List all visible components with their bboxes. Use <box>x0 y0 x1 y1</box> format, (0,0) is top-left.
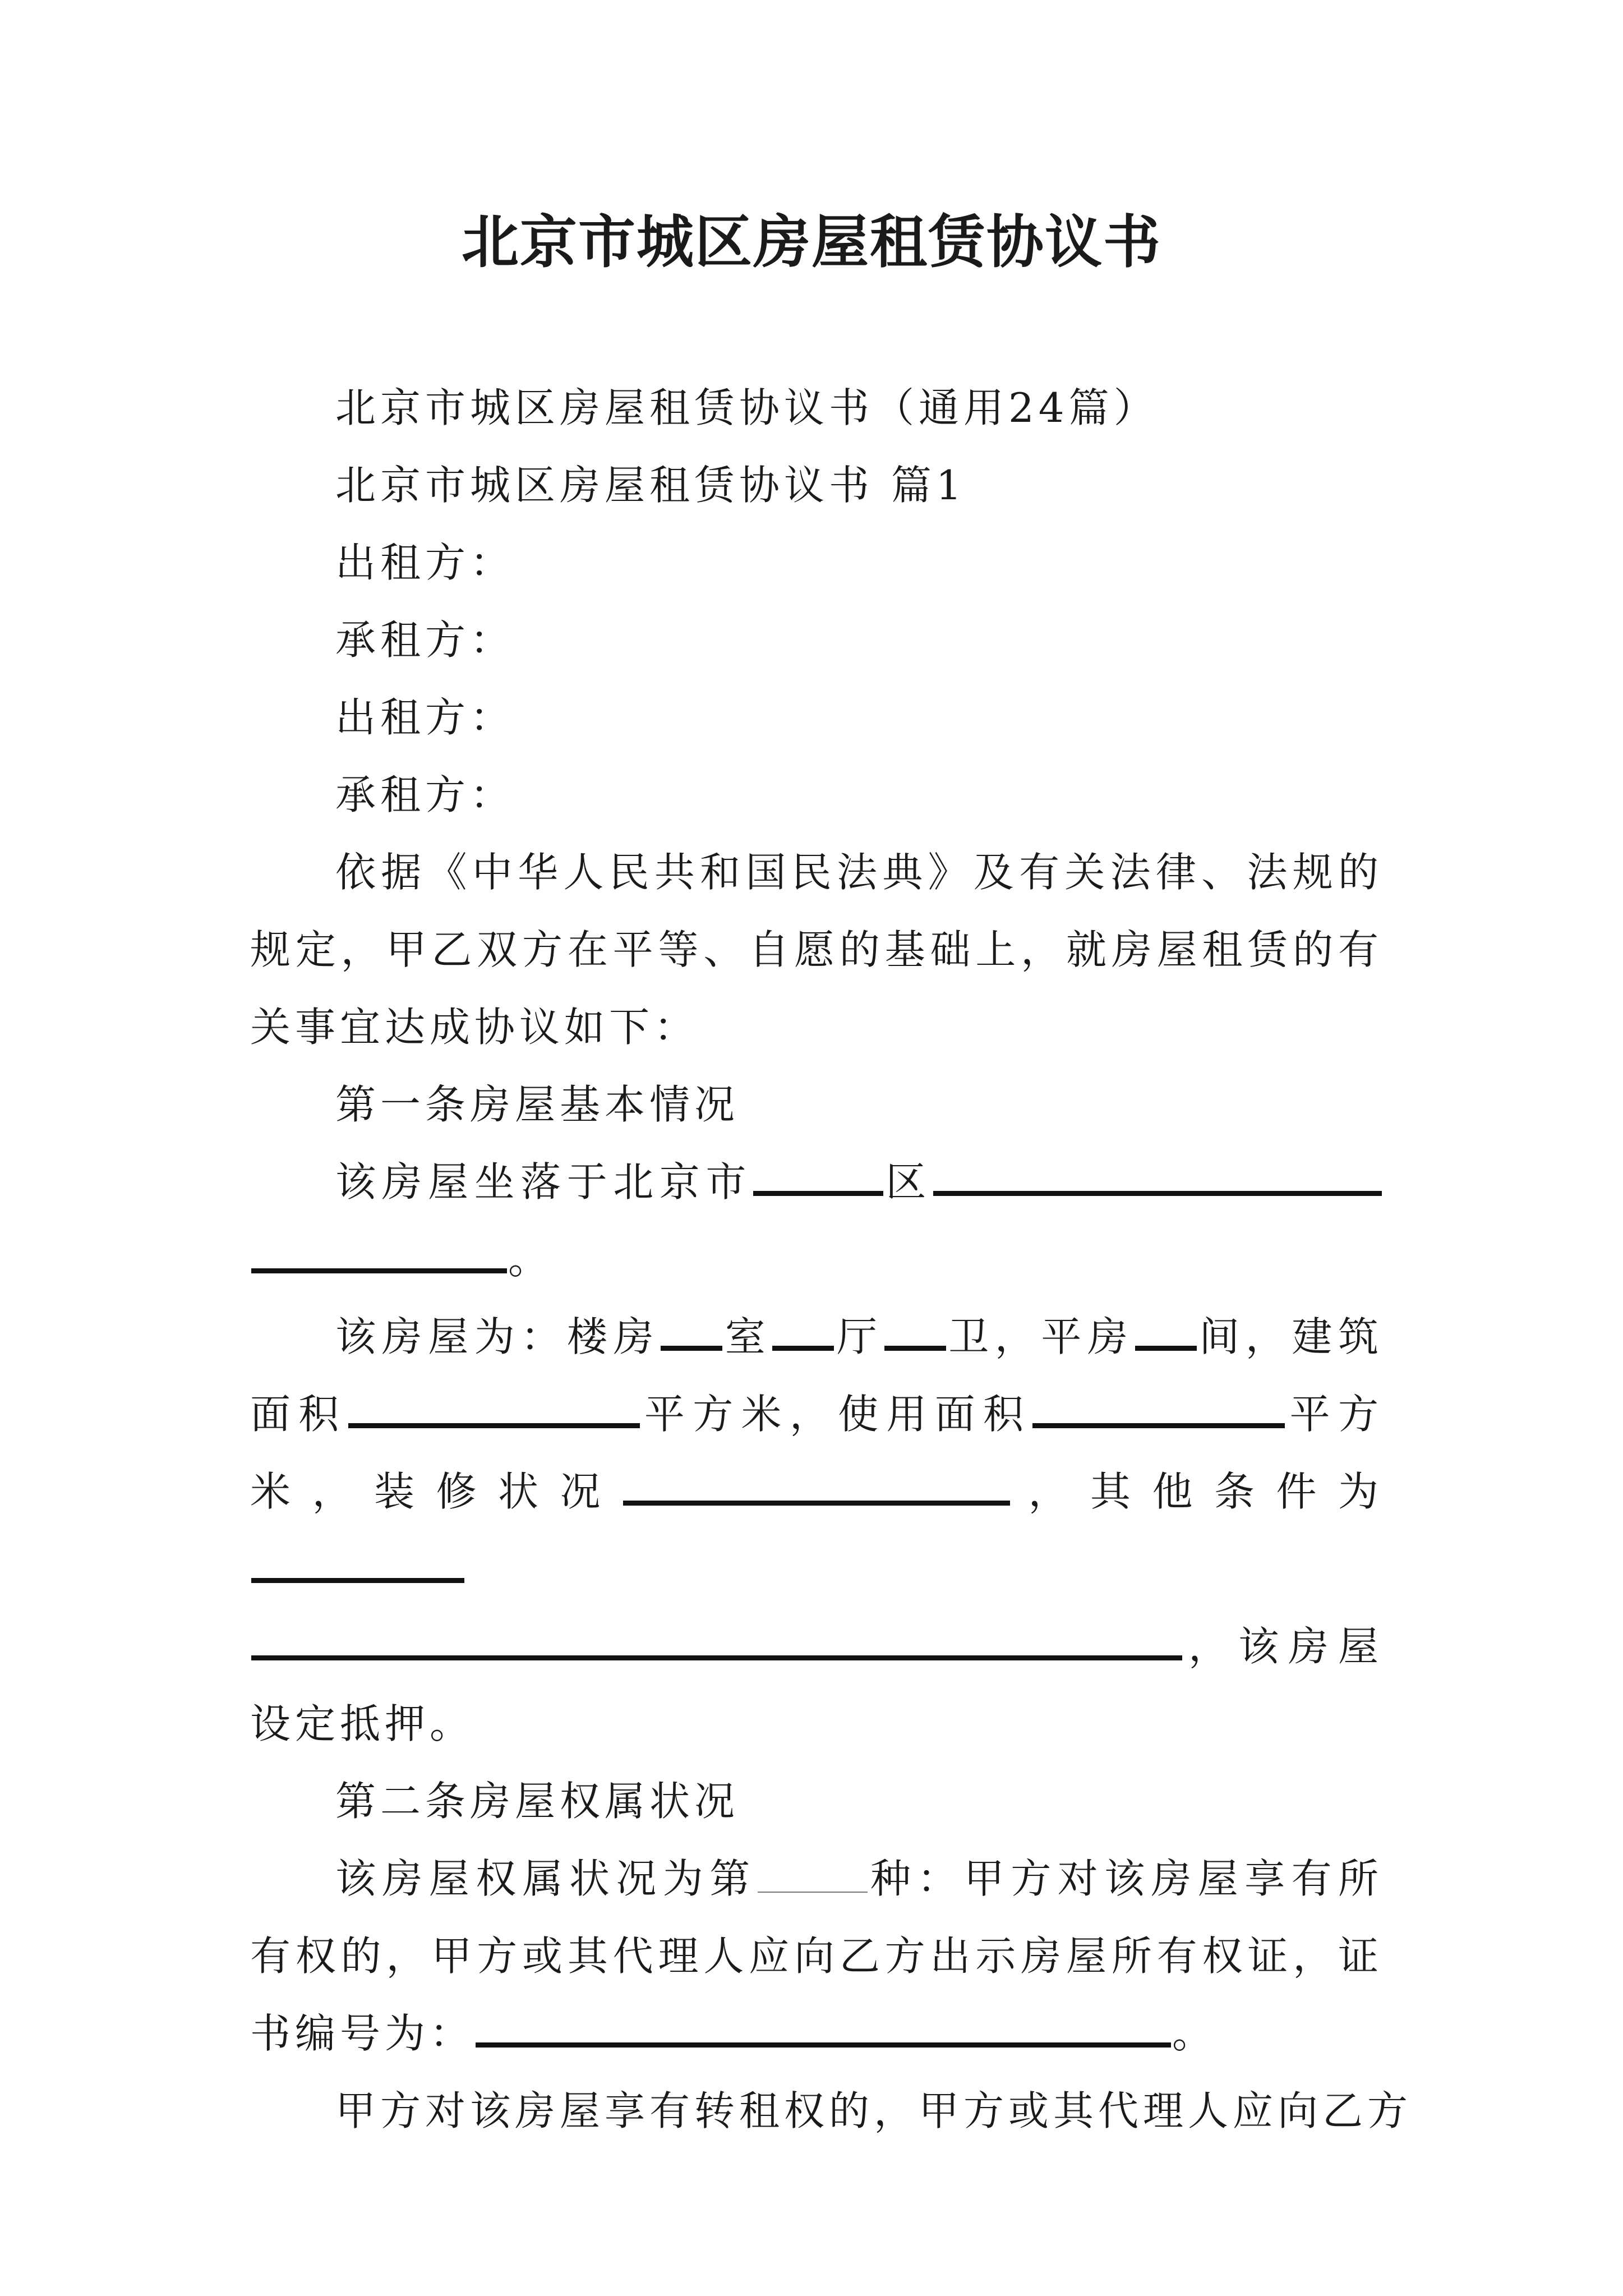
building-area-blank <box>348 1423 640 1428</box>
ownership-paragraph <box>250 1840 1383 2072</box>
rooms-blank <box>661 1346 722 1351</box>
location-text-2: 区 <box>884 1158 932 1205</box>
house-text-9: ，该房屋设定抵押。 <box>250 1623 1383 1747</box>
house-text-6: 平方米，使用面积 <box>640 1391 1032 1438</box>
address-blank <box>933 1191 1382 1196</box>
halls-blank <box>772 1346 834 1351</box>
district-blank <box>753 1191 883 1196</box>
lessor-line-repeat: 出租方： <box>335 694 515 741</box>
house-text-3: 厅 <box>835 1313 883 1360</box>
other-conditions-blank <box>251 1578 464 1583</box>
piece-title: 北京市城区房屋租赁协议书 篇1 <box>335 462 966 509</box>
collection-title: 北京市城区房屋租赁协议书（通用24篇） <box>335 384 1159 431</box>
decoration-blank <box>623 1501 1010 1506</box>
location-text-3: 。 <box>508 1236 554 1283</box>
bathrooms-blank <box>884 1346 946 1351</box>
house-text-7: 平方米，装修状况 <box>250 1391 1383 1515</box>
house-text-2: 室 <box>723 1313 772 1360</box>
lessee-line-repeat: 承租方： <box>335 771 515 818</box>
house-text-4: 卫，平房 <box>947 1313 1134 1360</box>
document-title: 北京市城区房屋租赁协议书 <box>462 209 1161 276</box>
certificate-number-blank <box>476 2042 1171 2047</box>
preamble-paragraph: 依据《中华人民共和国民法典》及有关法律、法规的规定，甲乙双方在平等、自愿的基础上，就房屋租赁的有关事宜达成协议如下： <box>250 849 1383 1051</box>
address-blank-continued <box>251 1268 507 1273</box>
usable-area-blank <box>1032 1423 1285 1428</box>
bungalow-rooms-blank <box>1135 1346 1197 1351</box>
sublease-paragraph: 甲方对该房屋享有转租权的，甲方或其代理人应向乙方 <box>335 2087 1413 2134</box>
house-text-8: ，其他条件为 <box>1011 1468 1383 1515</box>
article-1-heading: 第一条房屋基本情况 <box>335 1081 740 1128</box>
other-conditions-blank-continued <box>251 1655 1182 1660</box>
article-2-heading: 第二条房屋权属状况 <box>335 1778 740 1825</box>
ownership-text-1: 该房屋权属状况为第 <box>335 1855 757 1902</box>
location-text-1: 该房屋坐落于北京市 <box>335 1158 752 1205</box>
document-body <box>250 369 1413 2150</box>
location-paragraph <box>250 1143 1383 1298</box>
house-text-5: 间，建筑面积 <box>250 1313 1383 1438</box>
ownership-text-2: 种：甲方对该房屋享有所有权的，甲方或其代理人应向乙方出示房屋所有权证，证书编号为： <box>250 1855 1383 2057</box>
house-info-paragraph <box>250 1298 1383 1763</box>
house-text-1: 该房屋为：楼房 <box>335 1313 660 1360</box>
ownership-text-3: 。 <box>1172 2010 1218 2057</box>
lessee-line: 承租方： <box>335 616 515 664</box>
ownership-type-blank <box>758 1892 868 1893</box>
lessor-line: 出租方： <box>335 539 515 586</box>
